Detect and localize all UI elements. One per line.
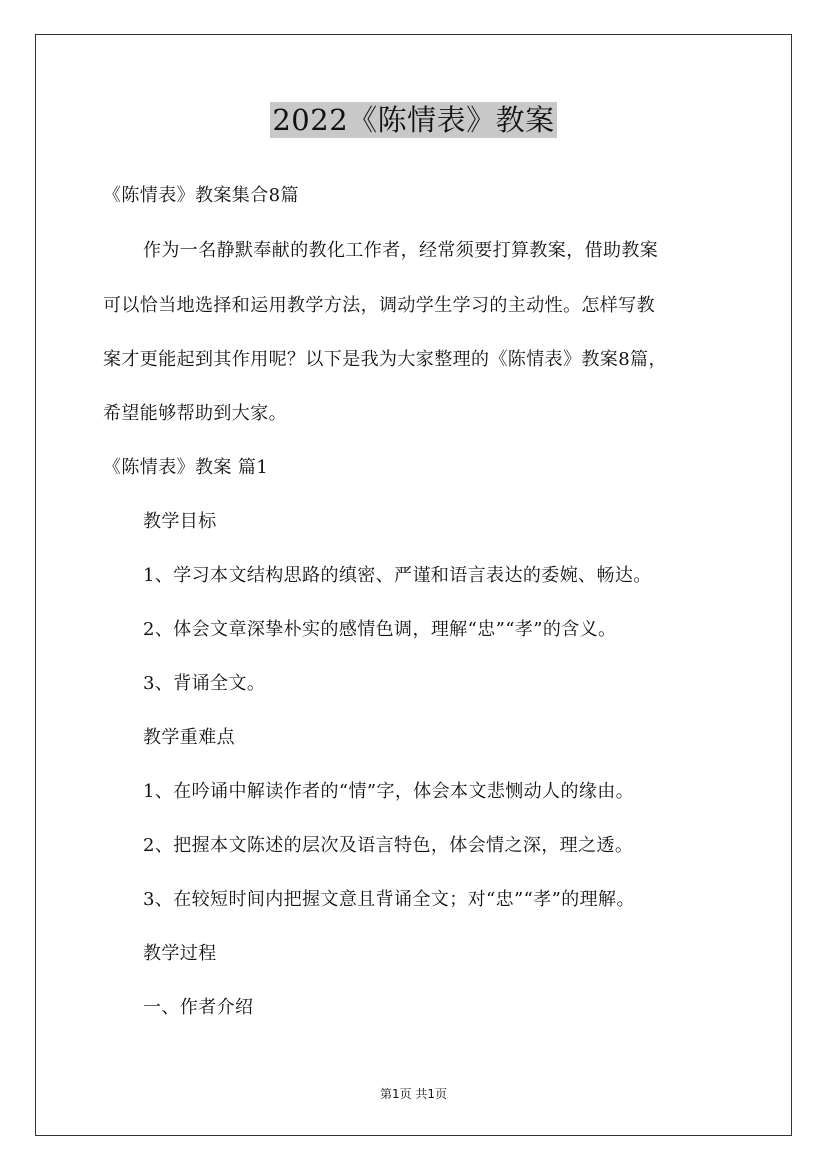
section-heading: 《陈情表》教案 篇1 <box>103 457 269 478</box>
list-item: 3、在较短时间内把握文意且背诵全文；对“忠”“孝”的理解。 <box>143 889 635 910</box>
page-footer: 第1页 共1页 <box>379 1087 448 1101</box>
list-item: 1、学习本文结构思路的缜密、严谨和语言表达的委婉、畅达。 <box>143 565 652 586</box>
document-subtitle: 《陈情表》教案集合8篇 <box>103 185 299 206</box>
paragraph-line: 案才更能起到其作用呢？以下是我为大家整理的《陈情表》教案8篇， <box>103 349 667 370</box>
subheading: 教学过程 <box>143 943 217 964</box>
subheading: 教学重难点 <box>143 727 235 748</box>
document-title <box>0 98 827 139</box>
paragraph-line: 作为一名静默奉献的教化工作者，经常须要打算教案，借助教案 <box>143 240 659 261</box>
paragraph-line: 可以恰当地选择和运用教学方法，调动学生学习的主动性。怎样写教 <box>103 295 655 316</box>
list-item: 2、把握本文陈述的层次及语言特色，体会情之深，理之透。 <box>143 835 634 856</box>
subheading: 一、作者介绍 <box>143 997 254 1018</box>
subheading: 教学目标 <box>143 511 217 532</box>
list-item: 1、在吟诵中解读作者的“情”字，体会本文悲恻动人的缘由。 <box>143 781 635 802</box>
list-item: 2、体会文章深挚朴实的感情色调，理解“忠”“孝”的含义。 <box>143 619 617 640</box>
paragraph-line: 希望能够帮助到大家。 <box>103 403 287 424</box>
document-title-text: 2022《陈情表》教案 <box>272 103 555 137</box>
list-item: 3、背诵全文。 <box>143 673 266 694</box>
